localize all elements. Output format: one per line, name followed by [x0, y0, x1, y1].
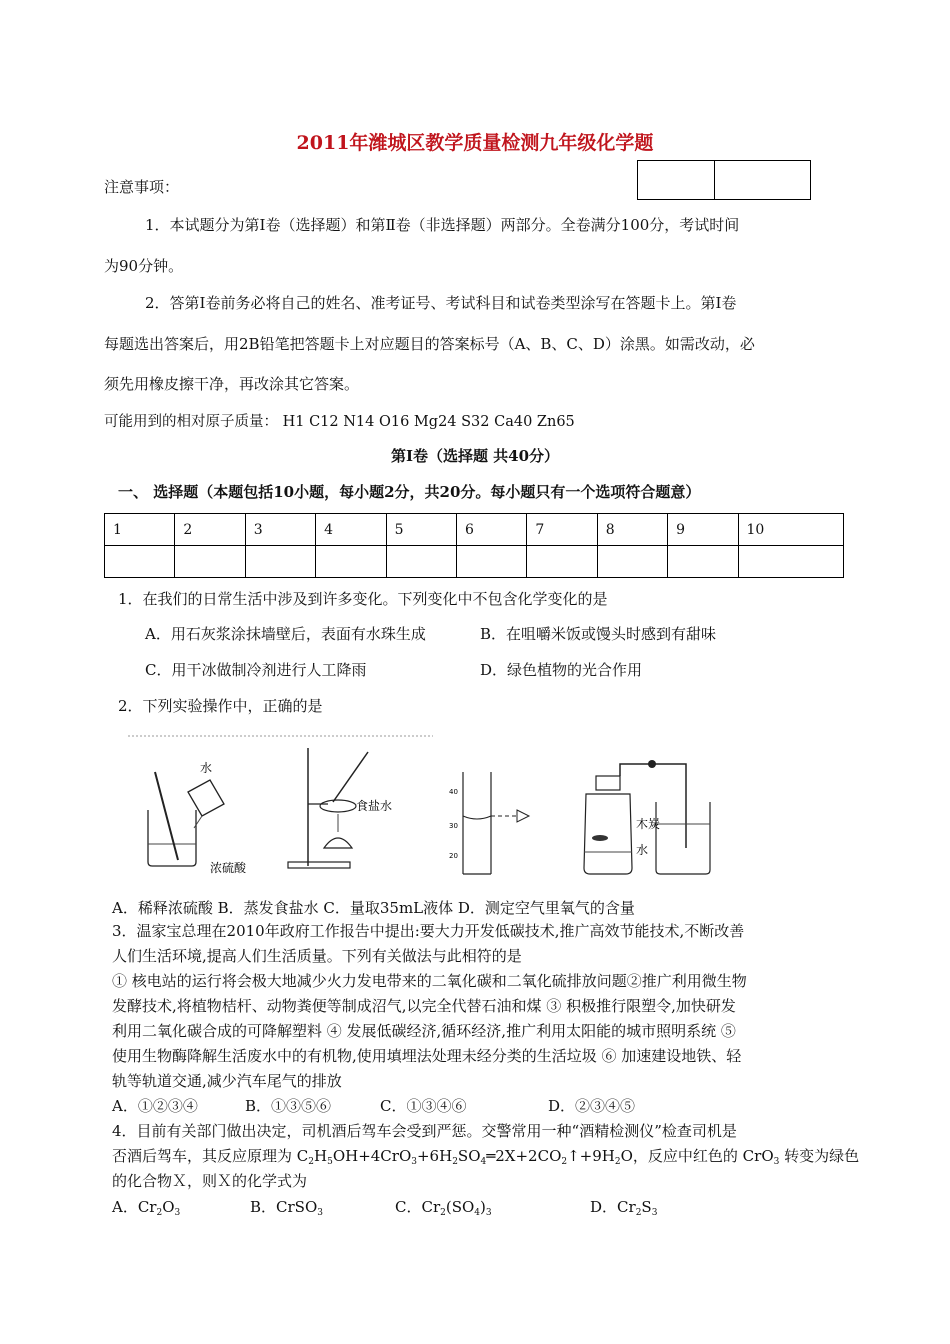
page-title: 2011年潍城区教学质量检测九年级化学题 [296, 132, 654, 154]
q3-option-a: A．①②③④ [112, 1097, 198, 1115]
section1-title: 第Ⅰ卷（选择题 共40分） [390, 447, 560, 465]
q3-line3: ① 核电站的运行将会极大地减少火力发电带来的二氧化碳和二氧化硫排放问题②推广利用微生物 [112, 972, 747, 990]
q4-option-c: C．$Cr_2(SO_4)_3$ [395, 1198, 492, 1218]
notice-item1-line2: 为90分钟。 [104, 257, 184, 275]
answer-number: 3 [245, 514, 315, 546]
answer-number: 6 [456, 514, 526, 546]
tick-30: 30 [449, 822, 458, 830]
lab-apparatus-figure [128, 732, 433, 877]
label-water-2: 水 [636, 843, 649, 857]
q2-options: A．稀释浓硫酸 B．蒸发食盐水 C．量取35mL液体 D．测定空气里氧气的含量 [112, 899, 635, 917]
atomic-masses: 可能用到的相对原子质量： H1 C12 N14 O16 Mg24 S32 Ca40 Zn65 [104, 414, 575, 430]
q3-line2: 人们生活环境,提高人们生活质量。下列有关做法与此相符的是 [112, 947, 522, 965]
answer-number: 9 [668, 514, 738, 546]
score-box [637, 160, 811, 200]
q1-option-a: A．用石灰浆涂抹墙壁后，表面有水珠生成 [145, 625, 426, 643]
answer-number: 1 [105, 514, 175, 546]
q1-option-c: C．用干冰做制冷剂进行人工降雨 [145, 661, 367, 679]
answer-cell[interactable] [738, 546, 843, 578]
answer-cell[interactable] [316, 546, 386, 578]
q1-option-d: D．绿色植物的光合作用 [480, 661, 643, 679]
q2-stem: 2．下列实验操作中，正确的是 [118, 697, 323, 715]
answer-table-header-row [105, 514, 844, 546]
answer-table-blank-row [105, 546, 844, 578]
beaker-dilution-illustration [148, 772, 224, 866]
q3-option-b: B．①③⑤⑥ [245, 1097, 332, 1115]
label-conc-acid: 浓硫酸 [210, 861, 247, 875]
q1-option-b: B．在咀嚼米饭或馒头时感到有甜味 [480, 625, 717, 643]
q4-option-d: D．$Cr_2S_3$ [590, 1198, 658, 1218]
q4-line3: 的化合物Ｘ，则Ｘ的化学式为 [112, 1172, 308, 1190]
answer-table [104, 513, 844, 578]
answer-cell[interactable] [456, 546, 526, 578]
answer-number: 2 [175, 514, 245, 546]
answer-cell[interactable] [597, 546, 667, 578]
score-box-divider [714, 161, 715, 199]
answer-cell[interactable] [105, 546, 175, 578]
label-water: 水 [200, 761, 213, 775]
q3-line5: 利用二氧化碳合成的可降解塑料 ④ 发展低碳经济,循环经济,推广利用太阳能的城市照明系统 ⑤ [112, 1022, 736, 1040]
q3-line7: 轨等轨道交通,减少汽车尾气的排放 [112, 1072, 342, 1090]
q4-option-b: B．CrSO$_3$ [250, 1198, 323, 1218]
answer-cell[interactable] [175, 546, 245, 578]
label-charcoal: 木炭 [636, 817, 661, 831]
answer-number: 10 [738, 514, 843, 546]
q3-line1: 3．温家宝总理在2010年政府工作报告中提出:要大力开发低碳技术,推广高效节能技术,不断改善 [112, 922, 745, 940]
q4-line2: 否酒后驾车，其反应原理为 $C_2H_5OH+4CrO_3+6H_2SO_4═2X+2CO_2↑+9H_2O$，反应中红色的 CrO$_3$ 转变为绿色 [112, 1147, 860, 1167]
notice-item2-line3: 须先用橡皮擦干净，再改涂其它答案。 [104, 375, 360, 393]
tick-40: 40 [449, 788, 458, 796]
notice-heading: 注意事项： [104, 178, 180, 196]
graduated-cylinder-figure [445, 770, 535, 880]
answer-number: 4 [316, 514, 386, 546]
notice-item2-line2: 每题选出答案后，用2B铅笔把答题卡上对应题目的答案标号（A、B、C、D）涂黑。如需改动，必 [104, 335, 755, 353]
q3-line4: 发酵技术,将植物桔杆、动物粪便等制成沼气,以完全代替石油和煤 ③ 积极推行限塑令,加快研发 [112, 997, 736, 1015]
answer-cell[interactable] [668, 546, 738, 578]
q3-line6: 使用生物酶降解生活废水中的有机物,使用填埋法处理未经分类的生活垃圾 ⑥ 加速建设地铁、轻 [112, 1047, 742, 1065]
answer-number: 5 [386, 514, 456, 546]
answer-cell[interactable] [527, 546, 597, 578]
q4-line1: 4．目前有关部门做出决定，司机酒后驾车会受到严惩。交警常用一种“酒精检测仪”检查司机是 [112, 1122, 737, 1140]
oxygen-measurement-figure [560, 758, 720, 880]
answer-cell[interactable] [245, 546, 315, 578]
answer-number: 7 [527, 514, 597, 546]
label-salt-water: 食盐水 [356, 799, 393, 813]
q3-option-d: D．②③④⑤ [548, 1097, 636, 1115]
answer-number: 8 [597, 514, 667, 546]
section1-instruction: 一、 选择题（本题包括10小题，每小题2分，共20分。每小题只有一个选项符合题意） [118, 483, 701, 501]
notice-item1-line1: 1．本试题分为第Ⅰ卷（选择题）和第Ⅱ卷（非选择题）两部分。全卷满分100分，考试时间 [145, 216, 740, 234]
answer-cell[interactable] [386, 546, 456, 578]
q3-option-c: C．①③④⑥ [380, 1097, 467, 1115]
tick-20: 20 [449, 852, 458, 860]
q4-option-a: A．$Cr_2O_3$ [112, 1198, 181, 1218]
notice-item2-line1: 2．答第Ⅰ卷前务必将自己的姓名、准考证号、考试科目和试卷类型涂写在答题卡上。第Ⅰ卷 [145, 294, 737, 312]
q1-stem: 1．在我们的日常生活中涉及到许多变化。下列变化中不包含化学变化的是 [118, 590, 608, 608]
